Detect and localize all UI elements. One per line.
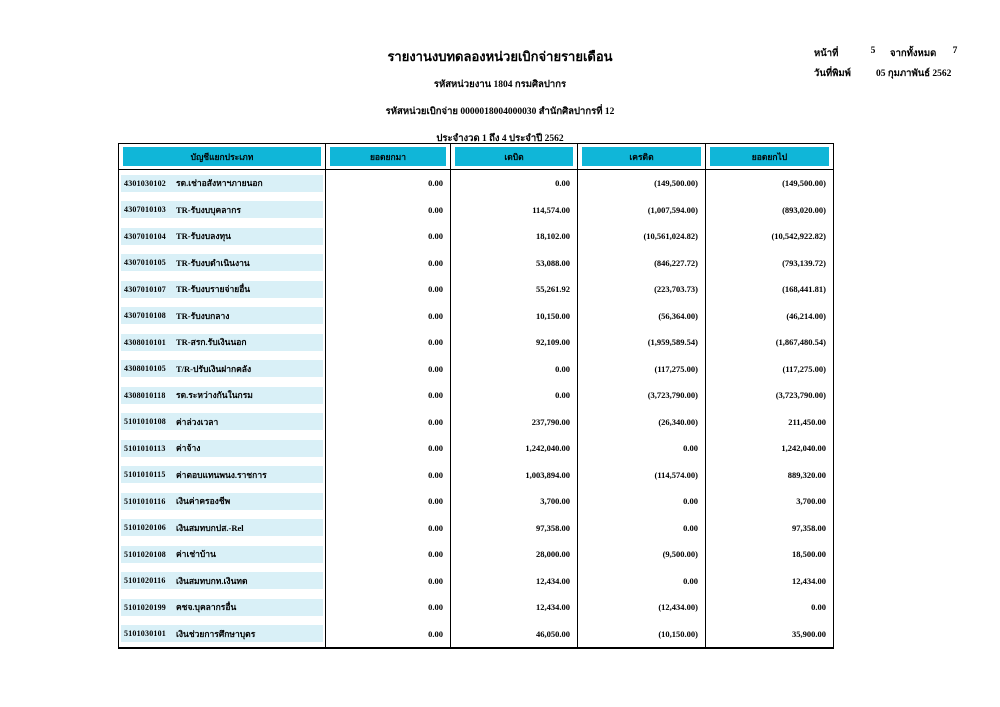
- account-cell: [118, 409, 326, 436]
- account-name: เงินค่าครองชีพ: [176, 496, 231, 507]
- balance-bf-cell: 0.00: [326, 515, 451, 542]
- account-cell: [118, 568, 326, 595]
- report-header: [0, 46, 1000, 158]
- table-body: [118, 170, 834, 647]
- account-band: [121, 360, 323, 377]
- debit-cell: 237,790.00: [451, 409, 578, 436]
- account-name: คชจ.บุคลากรอื่น: [176, 602, 237, 613]
- account-cell: [118, 515, 326, 542]
- debit-cell: 12,434.00: [451, 594, 578, 621]
- account-code: 5101020116: [124, 576, 166, 586]
- balance-bf-cell: 0.00: [326, 170, 451, 197]
- account-cell: [118, 488, 326, 515]
- balance-cf-cell: 211,450.00: [706, 409, 834, 436]
- balance-bf-cell: 0.00: [326, 568, 451, 595]
- balance-cf-cell: (10,542,922.82): [706, 223, 834, 250]
- account-band: [121, 572, 323, 589]
- credit-cell: (149,500.00): [578, 170, 706, 197]
- account-band: [121, 334, 323, 351]
- credit-cell: (223,703.73): [578, 276, 706, 303]
- account-cell: [118, 594, 326, 621]
- col-header-credit-label: เครดิต: [582, 147, 701, 166]
- account-band: [121, 599, 323, 616]
- account-band: [121, 387, 323, 404]
- balance-cf-cell: (149,500.00): [706, 170, 834, 197]
- debit-cell: 0.00: [451, 170, 578, 197]
- debit-cell: 114,574.00: [451, 197, 578, 224]
- balance-cf-cell: 35,900.00: [706, 621, 834, 648]
- credit-cell: (3,723,790.00): [578, 382, 706, 409]
- report-title: รายงานงบทดลองหน่วยเบิกจ่ายรายเดือน: [387, 49, 613, 64]
- print-date-value: 05 กุมภาพันธ์ 2562: [876, 69, 952, 79]
- account-name: TR-สรก.รับเงินนอก: [176, 337, 247, 348]
- account-band: [121, 546, 323, 563]
- credit-cell: 0.00: [578, 488, 706, 515]
- debit-cell: 0.00: [451, 356, 578, 383]
- debit-cell: 53,088.00: [451, 250, 578, 277]
- account-name: เงินช่วยการศึกษาบุตร: [176, 628, 256, 639]
- col-header-credit: [578, 144, 706, 169]
- account-band: [121, 254, 323, 271]
- balance-cf-cell: (793,139.72): [706, 250, 834, 277]
- account-band: [121, 440, 323, 457]
- balance-bf-cell: 0.00: [326, 488, 451, 515]
- page-total-value: 7: [952, 46, 958, 56]
- balance-bf-cell: 0.00: [326, 594, 451, 621]
- balance-cf-cell: (3,723,790.00): [706, 382, 834, 409]
- credit-cell: 0.00: [578, 435, 706, 462]
- account-name: เงินสมทบกท.เงินทด: [176, 575, 248, 586]
- account-code: 4307010107: [124, 284, 166, 294]
- col-header-balance-bf: [326, 144, 451, 169]
- account-cell: [118, 250, 326, 277]
- account-cell: [118, 621, 326, 648]
- balance-cf-cell: (1,867,480.54): [706, 329, 834, 356]
- account-band: [121, 519, 323, 536]
- credit-cell: (12,434.00): [578, 594, 706, 621]
- agency-code-line: รหัสหน่วยงาน 1804 กรมศิลปากร: [433, 80, 567, 90]
- balance-bf-cell: 0.00: [326, 382, 451, 409]
- balance-bf-cell: 0.00: [326, 223, 451, 250]
- balance-bf-cell: 0.00: [326, 250, 451, 277]
- balance-bf-cell: 0.00: [326, 329, 451, 356]
- account-code: 5101020108: [124, 549, 166, 559]
- account-band: [121, 175, 323, 192]
- balance-cf-cell: (168,441.81): [706, 276, 834, 303]
- account-name: ค่าเช่าบ้าน: [176, 549, 216, 560]
- balance-cf-cell: 3,700.00: [706, 488, 834, 515]
- account-name: เงินสมทบกปส.-Rel: [176, 522, 244, 533]
- balance-bf-cell: 0.00: [326, 435, 451, 462]
- account-code: 5101010108: [124, 417, 166, 427]
- credit-cell: (10,561,024.82): [578, 223, 706, 250]
- credit-cell: (10,150.00): [578, 621, 706, 648]
- account-cell: [118, 541, 326, 568]
- credit-cell: (9,500.00): [578, 541, 706, 568]
- debit-cell: 92,109.00: [451, 329, 578, 356]
- account-code: 5101020106: [124, 523, 166, 533]
- credit-cell: (117,275.00): [578, 356, 706, 383]
- account-code: 5101010113: [124, 443, 166, 453]
- account-code: 5101030101: [124, 629, 166, 639]
- account-code: 4307010108: [124, 311, 166, 321]
- debit-cell: 10,150.00: [451, 303, 578, 330]
- account-band: [121, 493, 323, 510]
- balance-bf-cell: 0.00: [326, 621, 451, 648]
- account-code: 5101010115: [124, 470, 166, 480]
- balance-cf-cell: 1,242,040.00: [706, 435, 834, 462]
- credit-cell: (26,340.00): [578, 409, 706, 436]
- account-cell: [118, 356, 326, 383]
- credit-cell: (56,364.00): [578, 303, 706, 330]
- account-cell: [118, 435, 326, 462]
- col-header-balance-cf: [706, 144, 834, 169]
- disburse-unit-line: รหัสหน่วยเบิกจ่าย 0000018004000030 สำนักศิลปากรที่ 12: [385, 107, 615, 117]
- account-name: TR-รับงบดำเนินงาน: [176, 257, 250, 268]
- account-code: 5101020199: [124, 602, 166, 612]
- debit-cell: 3,700.00: [451, 488, 578, 515]
- account-name: ค่าตอบแทนพนง.ราชการ: [176, 469, 267, 480]
- account-cell: [118, 329, 326, 356]
- period-line: ประจำงวด 1 ถึง 4 ประจำปี 2562: [436, 134, 564, 144]
- account-cell: [118, 382, 326, 409]
- report-table: [118, 143, 834, 649]
- debit-cell: 1,003,894.00: [451, 462, 578, 489]
- credit-cell: 0.00: [578, 568, 706, 595]
- account-name: TR-รับงบกลาง: [176, 310, 230, 321]
- balance-bf-cell: 0.00: [326, 276, 451, 303]
- table-header-row: [118, 143, 834, 170]
- account-code: 4308010118: [124, 390, 166, 400]
- page-value: 5: [870, 46, 876, 56]
- account-cell: [118, 170, 326, 197]
- balance-bf-cell: 0.00: [326, 303, 451, 330]
- credit-cell: 0.00: [578, 515, 706, 542]
- account-name: รด.ระหว่างกันในกรม: [176, 390, 253, 401]
- account-cell: [118, 462, 326, 489]
- print-date-label: วันที่พิมพ์: [814, 69, 851, 79]
- credit-cell: (1,007,594.00): [578, 197, 706, 224]
- account-name: รด.เช่าอสังหาฯภายนอก: [176, 178, 263, 189]
- balance-bf-cell: 0.00: [326, 462, 451, 489]
- col-header-balance-cf-label: ยอดยกไป: [710, 147, 829, 166]
- page-label: หน้าที่: [814, 49, 839, 59]
- debit-cell: 46,050.00: [451, 621, 578, 648]
- col-header-balance-bf-label: ยอดยกมา: [330, 147, 446, 166]
- account-cell: [118, 223, 326, 250]
- account-band: [121, 307, 323, 324]
- col-header-debit-label: เดบิต: [455, 147, 573, 166]
- debit-cell: 97,358.00: [451, 515, 578, 542]
- credit-cell: (1,959,589.54): [578, 329, 706, 356]
- account-code: 4307010103: [124, 205, 166, 215]
- account-band: [121, 413, 323, 430]
- col-header-account: [118, 144, 326, 169]
- account-name: TR-รับงบรายจ่ายอื่น: [176, 284, 251, 295]
- account-code: 4307010104: [124, 231, 166, 241]
- debit-cell: 12,434.00: [451, 568, 578, 595]
- debit-cell: 55,261.92: [451, 276, 578, 303]
- account-name: TR-รับงบลงทุน: [176, 231, 231, 242]
- balance-cf-cell: 0.00: [706, 594, 834, 621]
- debit-cell: 18,102.00: [451, 223, 578, 250]
- account-cell: [118, 197, 326, 224]
- balance-cf-cell: 889,320.00: [706, 462, 834, 489]
- balance-cf-cell: (46,214.00): [706, 303, 834, 330]
- balance-cf-cell: (893,020.00): [706, 197, 834, 224]
- page-total-label: จากทั้งหมด: [890, 49, 937, 59]
- credit-cell: (114,574.00): [578, 462, 706, 489]
- balance-cf-cell: 18,500.00: [706, 541, 834, 568]
- account-cell: [118, 303, 326, 330]
- balance-bf-cell: 0.00: [326, 541, 451, 568]
- col-header-account-label: บัญชีแยกประเภท: [123, 147, 321, 166]
- balance-bf-cell: 0.00: [326, 409, 451, 436]
- account-cell: [118, 276, 326, 303]
- balance-cf-cell: 12,434.00: [706, 568, 834, 595]
- account-name: TR-รับงบบุคลากร: [176, 204, 241, 215]
- balance-bf-cell: 0.00: [326, 356, 451, 383]
- balance-cf-cell: (117,275.00): [706, 356, 834, 383]
- account-code: 5101010116: [124, 496, 166, 506]
- account-code: 4308010101: [124, 337, 166, 347]
- balance-bf-cell: 0.00: [326, 197, 451, 224]
- credit-cell: (846,227.72): [578, 250, 706, 277]
- account-name: ค่าจ้าง: [176, 443, 201, 454]
- debit-cell: 0.00: [451, 382, 578, 409]
- account-name: ค่าล่วงเวลา: [176, 416, 219, 427]
- balance-cf-cell: 97,358.00: [706, 515, 834, 542]
- account-code: 4301030102: [124, 178, 166, 188]
- account-name: T/R-ปรับเงินฝากคลัง: [176, 363, 252, 374]
- account-band: [121, 466, 323, 483]
- col-header-debit: [451, 144, 578, 169]
- debit-cell: 1,242,040.00: [451, 435, 578, 462]
- account-code: 4308010105: [124, 364, 166, 374]
- account-band: [121, 201, 323, 218]
- debit-cell: 28,000.00: [451, 541, 578, 568]
- account-band: [121, 281, 323, 298]
- account-band: [121, 625, 323, 642]
- account-band: [121, 228, 323, 245]
- account-code: 4307010105: [124, 258, 166, 268]
